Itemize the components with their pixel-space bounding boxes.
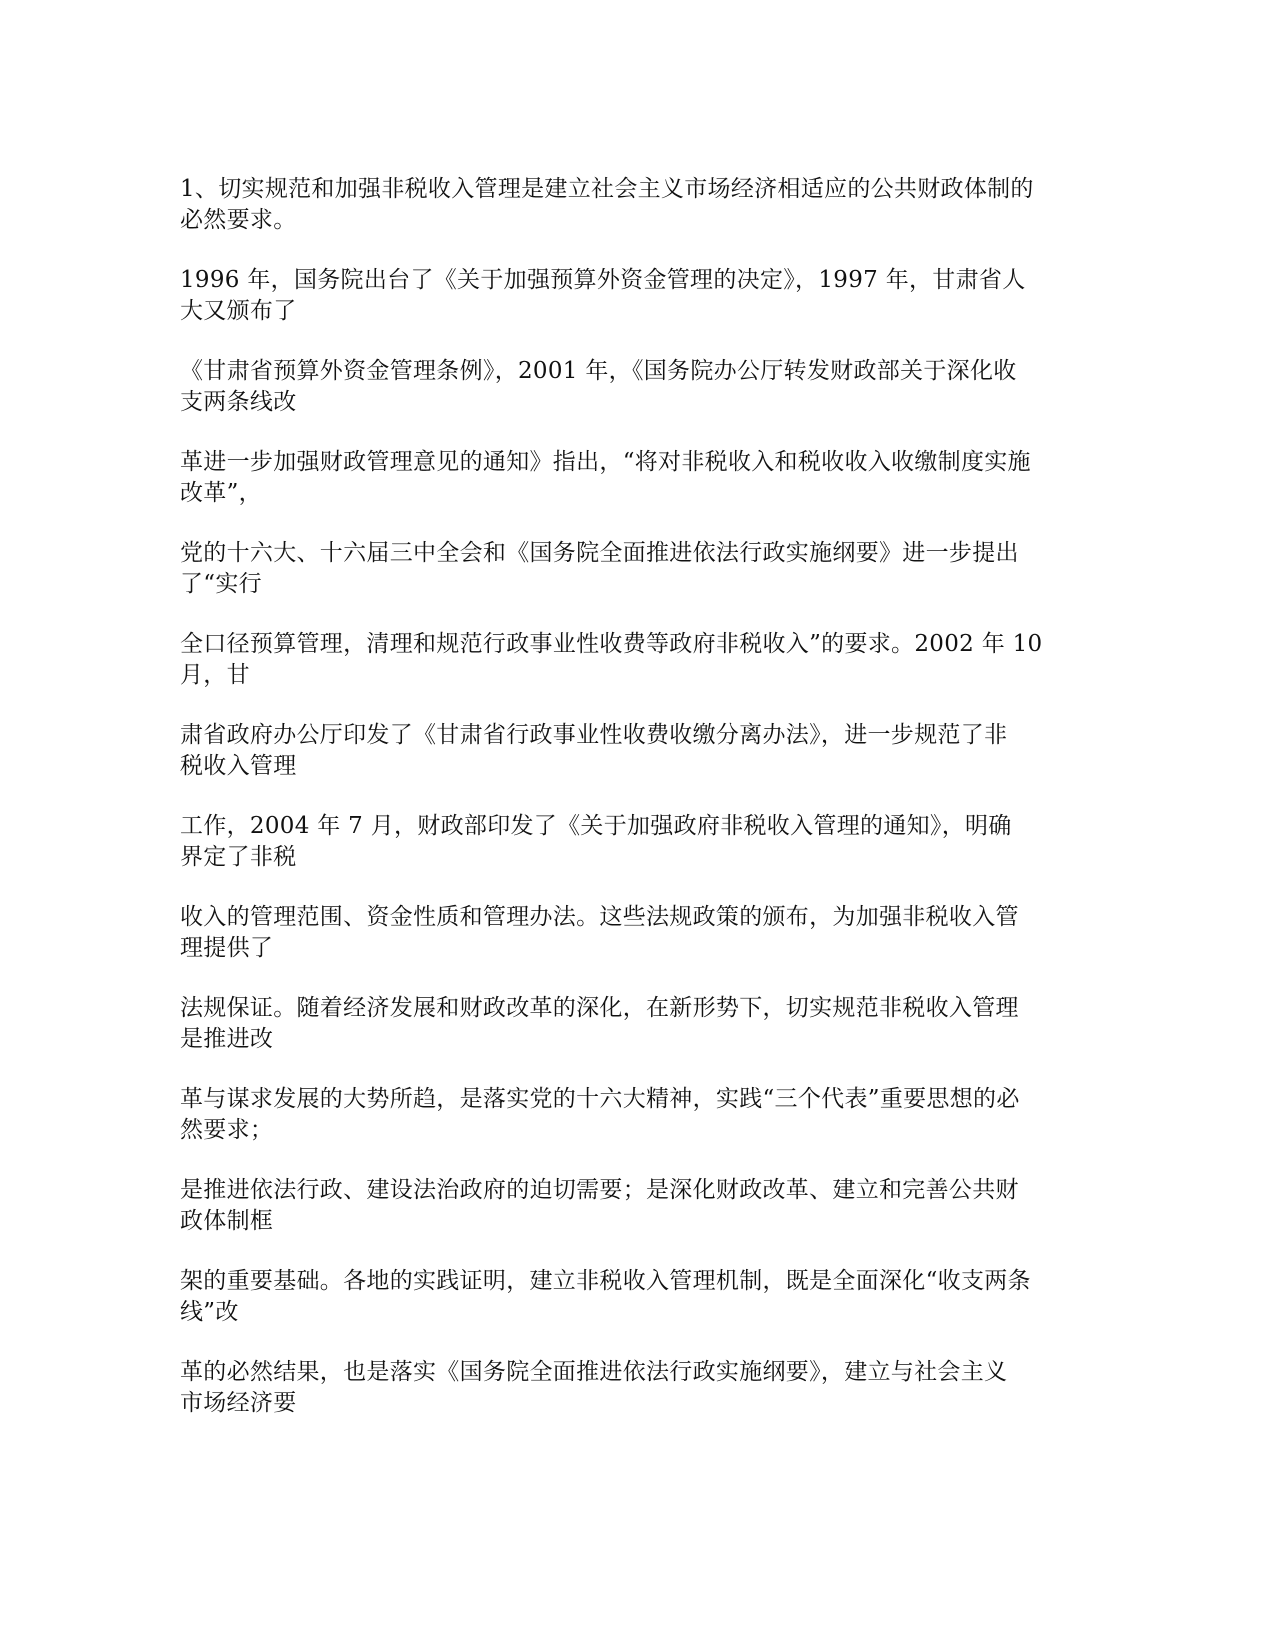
paragraph-3: 《甘肃省预算外资金管理条例》，2001 年，《国务院办公厅转发财政部关于深化收 支两条线改 bbox=[180, 358, 1017, 415]
paragraph-10: 法规保证。随着经济发展和财政改革的深化，在新形势下，切实规范非税收入管理 是推进改 bbox=[180, 995, 1019, 1052]
paragraph-6: 全口径预算管理，清理和规范行政事业性收费等政府非税收入”的要求。2002 年 10 月，甘 bbox=[180, 631, 1043, 688]
paragraph-8: 工作，2004 年 7 月，财政部印发了《关于加强政府非税收入管理的通知》，明确 界定了非税 bbox=[180, 813, 1012, 870]
paragraph-11: 革与谋求发展的大势所趋，是落实党的十六大精神，实践“三个代表”重要思想的必 然要求； bbox=[180, 1086, 1020, 1143]
paragraph-7: 肃省政府办公厅印发了《甘肃省行政事业性收费收缴分离办法》，进一步规范了非 税收入管理 bbox=[180, 722, 1008, 779]
paragraph-2: 1996 年，国务院出台了《关于加强预算外资金管理的决定》，1997 年，甘肃省人 大又颁布了 bbox=[180, 267, 1026, 324]
paragraph-12: 是推进依法行政、建设法治政府的迫切需要；是深化财政改革、建立和完善公共财 政体制框 bbox=[180, 1177, 1019, 1234]
paragraph-14: 革的必然结果，也是落实《国务院全面推进依法行政实施纲要》，建立与社会主义 市场经济要 bbox=[180, 1359, 1008, 1416]
paragraph-9: 收入的管理范围、资金性质和管理办法。这些法规政策的颁布，为加强非税收入管 理提供了 bbox=[180, 904, 1019, 961]
paragraph-1: 1、切实规范和加强非税收入管理是建立社会主义市场经济相适应的公共财政体制的 必然要求。 bbox=[180, 176, 1034, 233]
paragraph-4: 革进一步加强财政管理意见的通知》指出，“将对非税收入和税收收入收缴制度实施 改革”， bbox=[180, 449, 1031, 506]
paragraph-13: 架的重要基础。各地的实践证明，建立非税收入管理机制，既是全面深化“收支两条 线”改 bbox=[180, 1268, 1031, 1325]
paragraph-5: 党的十六大、十六届三中全会和《国务院全面推进依法行政实施纲要》进一步提出 了“实行 bbox=[180, 540, 1019, 597]
